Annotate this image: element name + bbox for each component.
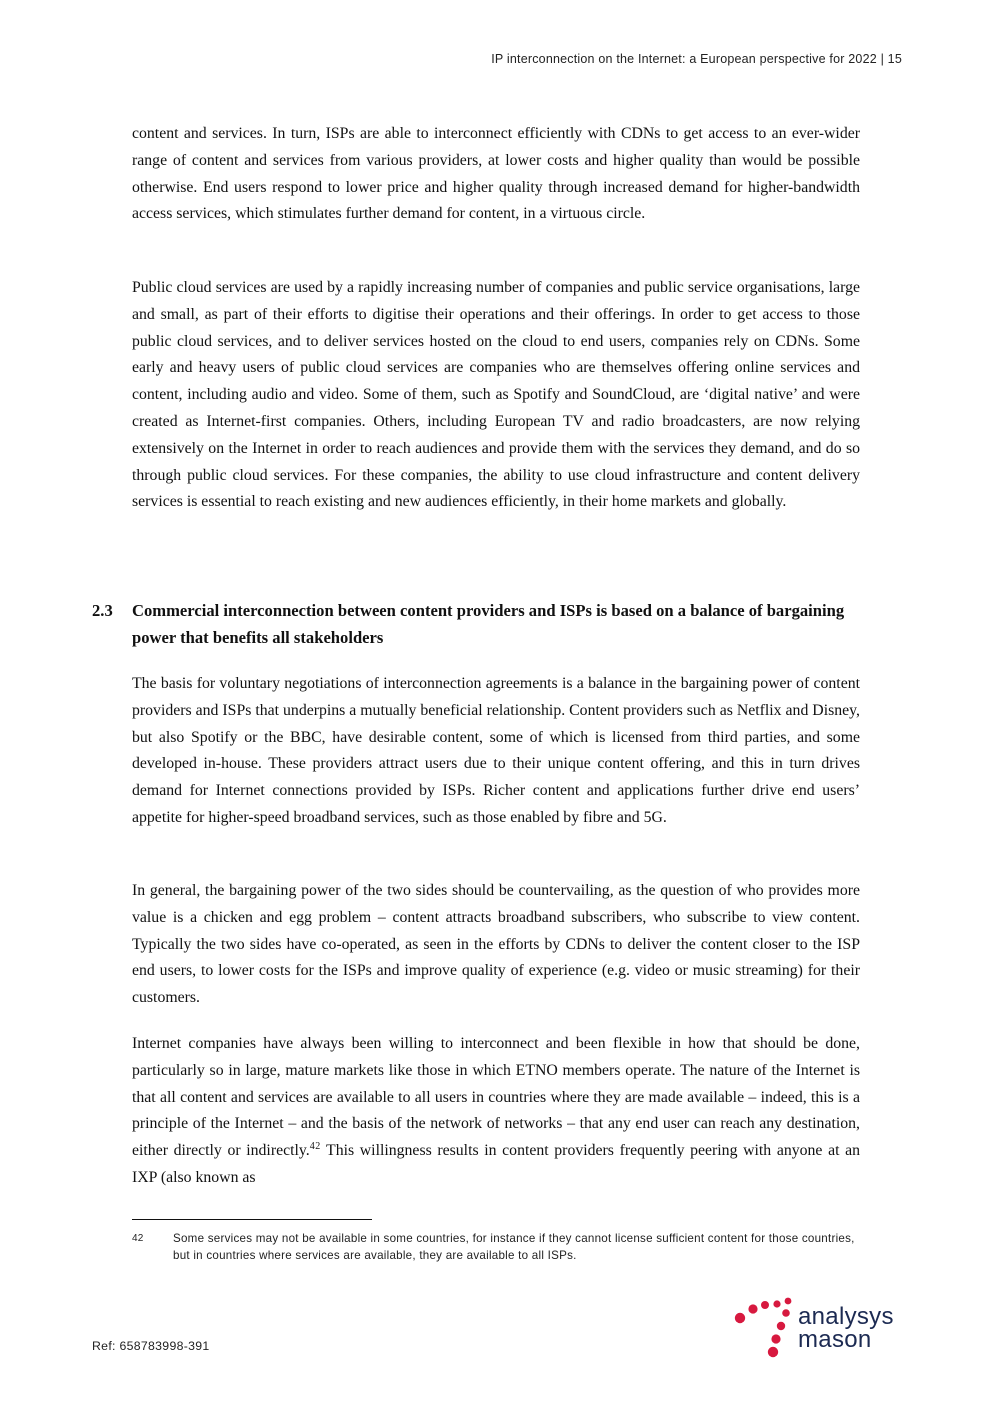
paragraph-4: [132, 878, 860, 1012]
footnote-separator: [132, 1219, 372, 1220]
paragraph-5-after: This willingness results in content providers frequently peering with anyone at an IXP (also known as: [132, 1142, 861, 1186]
footnote-text: Some services may not be available in some countries, for instance if they cannot license sufficient content for those countries, but in countries where services are available, they are available to all ISPs.: [173, 1232, 855, 1262]
section-title: Commercial interconnection between content providers and ISPs is based on a balance of bargaining power that benefits all stakeholders: [132, 601, 845, 647]
paragraph-2-text: Public cloud services are used by a rapidly increasing number of companies and public service organisations, large and small, as part of their efforts to digitise their operations and their offerings. In order to get access to those public cloud services, and to deliver services hosted on the cloud to end users, companies rely on CDNs. Some early and heavy users of public cloud services are companies who are themselves offering online services and content, including audio and video. Some of them, such as Spotify and SoundCloud, are ‘digital native’ and were created as Internet-first companies. Others, including European TV and radio broadcasters, are now relying extensively on the Internet in order to reach audiences and provide them with the services they demand, and do so through public cloud services. For these companies, the ability to use cloud infrastructure and content delivery services is essential to reach existing and new audiences efficiently, in their home markets and globally.: [132, 279, 860, 511]
logo-line-2: mason: [798, 1326, 872, 1353]
paragraph-4-text: In general, the bargaining power of the two sides should be countervailing, as the question of who provides more value is a chicken and egg problem – content attracts broadband subscribers, who subscribe to view content. Typically the two sides have co-operated, as seen in the efforts by CDNs to deliver the content closer to the ISP end users, to lower costs for the ISPs and improve quality of experience (e.g. video or music streaming) for their customers.: [132, 882, 860, 1007]
paragraph-3: [132, 671, 860, 832]
running-header: IP interconnection on the Internet: a European perspective for 2022 | 15: [491, 52, 902, 66]
analysys-mason-logo: [732, 1296, 922, 1360]
logo-dots-icon: [732, 1296, 798, 1360]
document-reference: Ref: 658783998-391: [92, 1339, 210, 1353]
paragraph-5: [132, 1031, 860, 1192]
section-number: 2.3: [92, 601, 113, 620]
logo-wordmark: [798, 1305, 894, 1351]
paragraph-2: [132, 275, 860, 516]
paragraph-1: [132, 121, 860, 228]
footnote-reference[interactable]: 42: [309, 1141, 321, 1153]
footnote: [132, 1230, 860, 1264]
paragraph-5-text: [132, 1031, 860, 1192]
logo-line-1: analysys: [798, 1303, 894, 1330]
section-heading: [92, 597, 860, 651]
paragraph-3-text: The basis for voluntary negotiations of interconnection agreements is a balance in the bargaining power of content providers and ISPs that underpins a mutually beneficial relationship. Content providers such as Netflix and Disney, but also Spotify or the BBC, have desirable content, some of which is licensed from third parties, and some developed in-house. These providers attract users due to their unique content offering, and this in turn drives demand for Internet connections provided by ISPs. Richer content and applications further drive end users’ appetite for higher-speed broadband services, such as those enabled by fibre and 5G.: [132, 675, 860, 826]
paragraph-5-before: Internet companies have always been willing to interconnect and been flexible in how that should be done, particularly so in large, mature markets like those in which ETNO members operate. The nature of the Internet is that all content and services are available to all users in countries where they are made available – indeed, this is a principle of the Internet – and the basis of the network of networks – that any end user can reach any destination, either directly or indirectly.: [132, 1035, 860, 1160]
footnote-number: 42: [132, 1233, 144, 1244]
paragraph-1-text: content and services. In turn, ISPs are able to interconnect efficiently with CDNs to get access to an ever-wider range of content and services from various providers, at lower costs and higher quality than would be possible otherwise. End users respond to lower price and higher quality through increased demand for higher-bandwidth access services, which stimulates further demand for content, in a virtuous circle.: [132, 125, 860, 223]
